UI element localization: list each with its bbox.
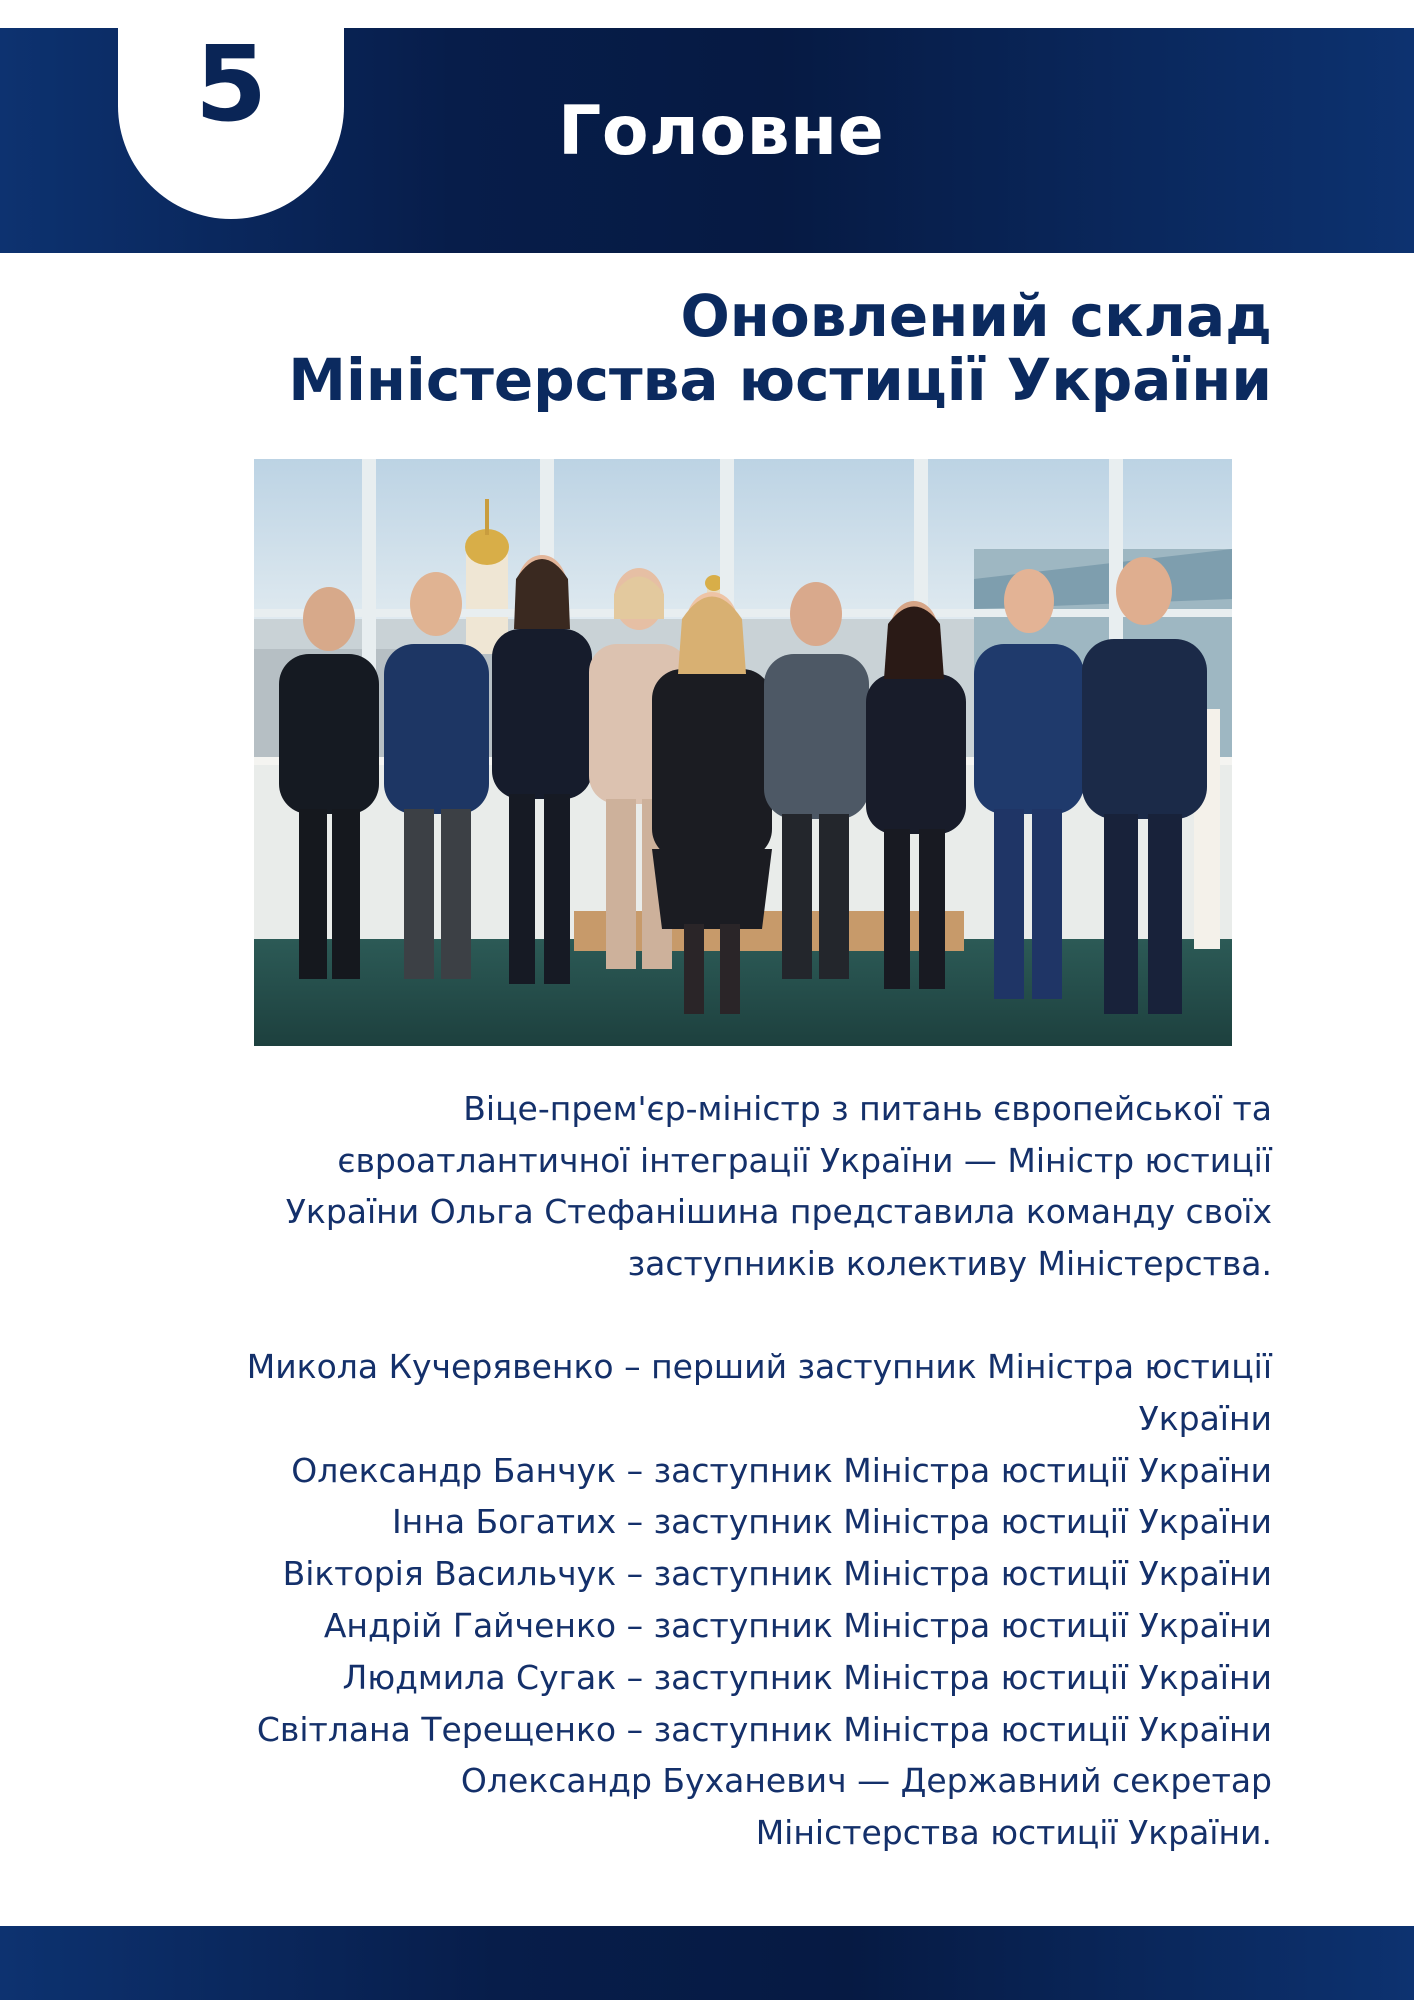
page-number: 5 [194, 23, 268, 145]
member-row [122, 1445, 1272, 1497]
member-role-continuation: України [1138, 1398, 1272, 1438]
group-photo [254, 459, 1232, 1046]
member-row [122, 1341, 1272, 1393]
member-role: заступник Міністра юстиції України [653, 1502, 1272, 1542]
intro-line-4: заступників колективу Міністерства. [627, 1243, 1272, 1283]
section-title: Головне [558, 92, 885, 171]
member-separator: — [846, 1761, 901, 1801]
member-row [122, 1496, 1272, 1548]
member-separator: – [616, 1709, 654, 1749]
member-role: заступник Міністра юстиції України [653, 1554, 1272, 1594]
member-row [122, 1652, 1272, 1704]
page-number-tab [118, 23, 344, 219]
intro-line-1: Віце-прем'єр-міністр з питань європейської та [463, 1089, 1272, 1128]
member-name: Олександр Буханевич [460, 1761, 847, 1801]
member-role-continuation: Міністерства юстиції України. [755, 1813, 1272, 1853]
member-role: заступник Міністра юстиції України [653, 1657, 1272, 1697]
intro-line-3: України Ольга Стефанішина представила команду своїх [285, 1192, 1272, 1231]
member-row-continuation [122, 1807, 1272, 1859]
footer-band [0, 1926, 1414, 2000]
member-name: Інна Богатих [391, 1502, 617, 1542]
member-role: заступник Міністра юстиції України [653, 1605, 1272, 1645]
group-photo-illustration [254, 459, 1232, 1046]
member-row [122, 1755, 1272, 1807]
intro-line-2: євроатлантичної інтеграції України — Міністр юстиції [337, 1140, 1272, 1180]
member-name: Світлана Терещенко [256, 1709, 617, 1749]
member-name: Микола Кучерявенко [246, 1347, 614, 1386]
member-row [122, 1548, 1272, 1600]
member-separator: – [613, 1347, 652, 1386]
member-role: заступник Міністра юстиції України [653, 1450, 1272, 1490]
members-list [122, 1341, 1272, 1859]
intro-paragraph [132, 1083, 1272, 1289]
member-separator: – [616, 1554, 654, 1594]
header-band [0, 23, 1414, 253]
member-separator: – [616, 1605, 654, 1645]
member-name: Людмила Сугак [342, 1657, 617, 1697]
member-row [122, 1704, 1272, 1756]
member-role: Державний секретар [900, 1761, 1272, 1801]
member-row [122, 1600, 1272, 1652]
member-separator: – [616, 1502, 654, 1542]
member-row-continuation [122, 1393, 1272, 1445]
article-heading [122, 284, 1272, 412]
member-role: заступник Міністра юстиції України [653, 1709, 1272, 1749]
article-heading-line-1: Оновлений склад [680, 282, 1272, 350]
article-heading-line-2: Міністерства юстиції України [288, 346, 1272, 414]
member-name: Олександр Банчук [291, 1450, 617, 1490]
member-name: Вікторія Васильчук [282, 1554, 617, 1594]
member-name: Андрій Гайченко [323, 1605, 617, 1645]
member-separator: – [616, 1657, 654, 1697]
member-role: перший заступник Міністра юстиції [651, 1347, 1272, 1386]
member-separator: – [616, 1450, 654, 1490]
